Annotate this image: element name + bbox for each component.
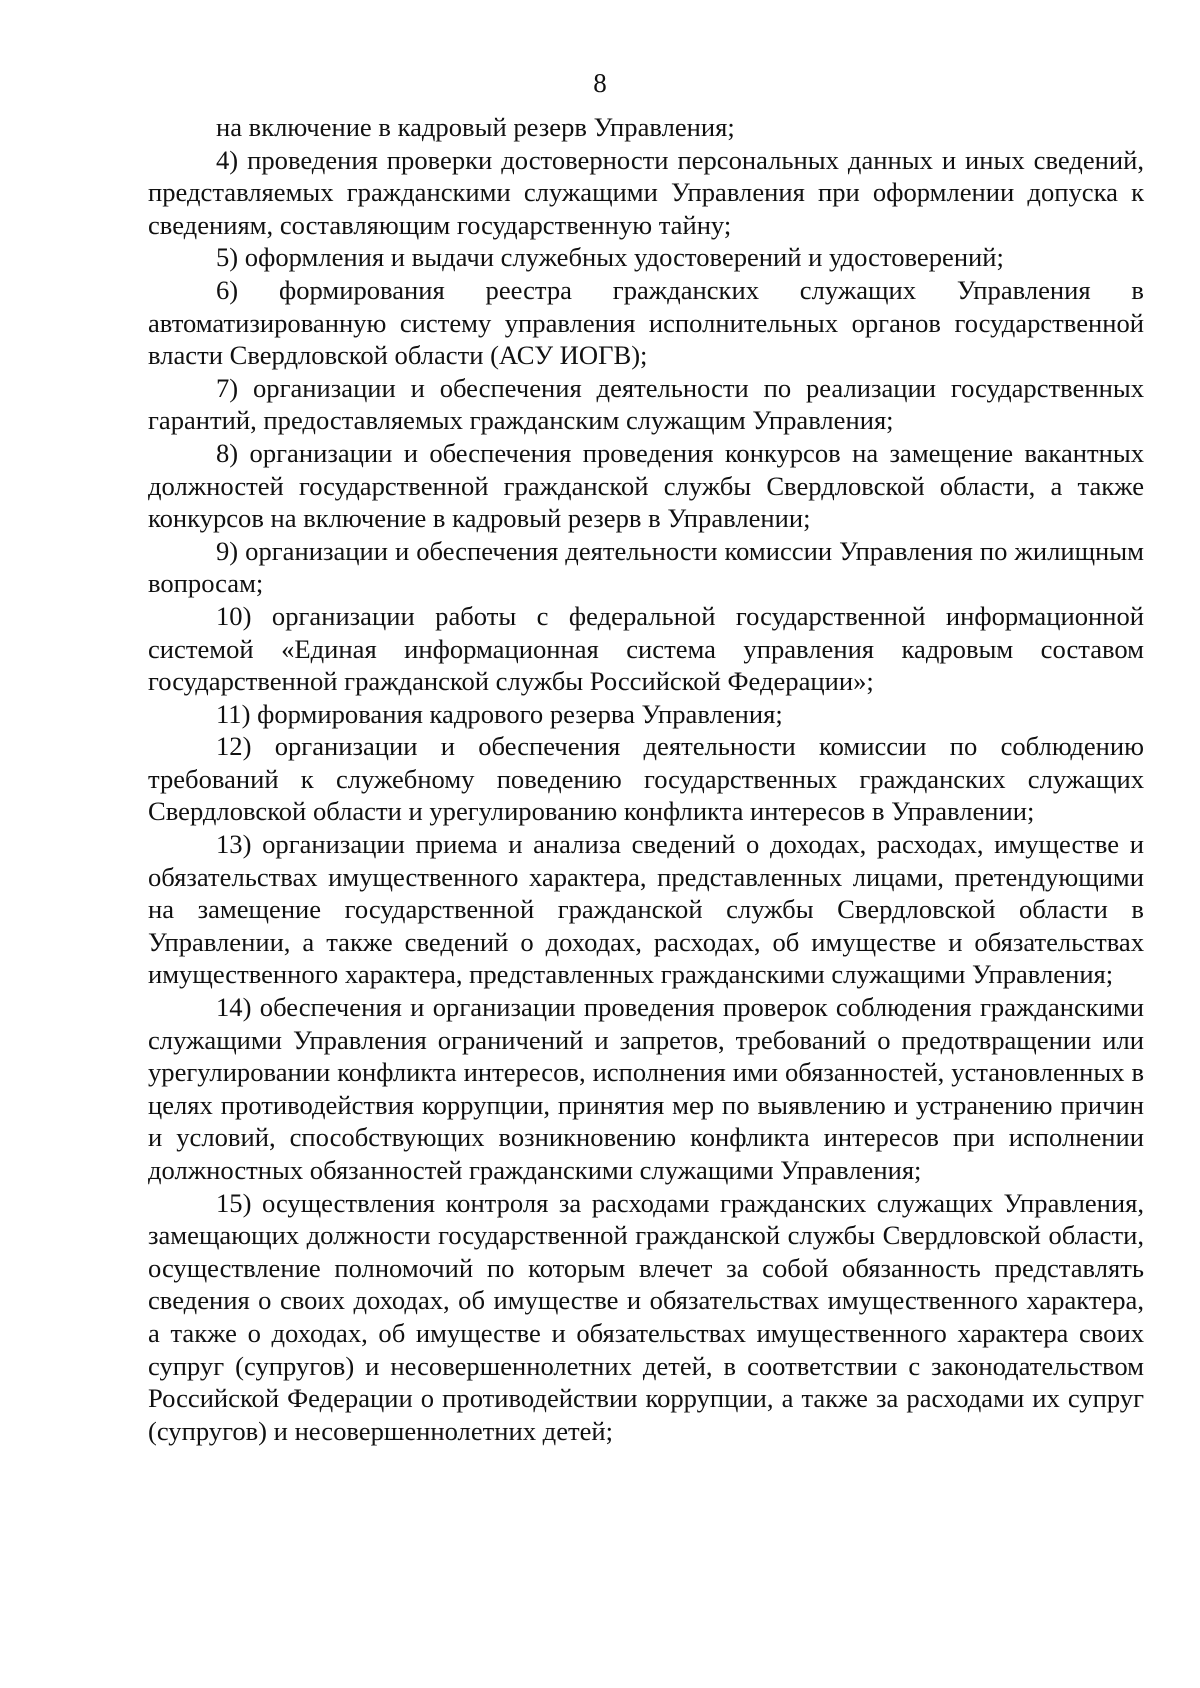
paragraph-continuation: на включение в кадровый резерв Управления; <box>216 112 735 142</box>
list-item-10: 10) организации работы с федеральной государственной информационной системой «Единая информационная система управления кадровым составом государственной гражданской службы Российской Федерации»; <box>148 600 1144 697</box>
list-item-7: 7) организации и обеспечения деятельности по реализации государственных гарантий, предоставляемых гражданским служащим Управления; <box>148 372 1144 436</box>
document-body <box>148 111 1144 1447</box>
list-item-8: 8) организации и обеспечения проведения конкурсов на замещение вакантных должностей государственной гражданской службы Свердловской области, а также конкурсов на включение в кадровый резерв в Управлении; <box>148 437 1144 534</box>
list-item-5: 5) оформления и выдачи служебных удостоверений и удостоверений; <box>216 242 1004 273</box>
list-item-13: 13) организации приема и анализа сведений о доходах, расходах, имуществе и обязательствах имущественного характера, представленных лицами, претендующими на замещение государственной гражданской службы Свердловской области в Управлении, а также сведений о доходах, расходах, об имуществе и обязательствах имущественного характера, представленных гражданскими служащими Управления; <box>148 829 1144 990</box>
list-item-9: 9) организации и обеспечения деятельности комиссии Управления по жилищным вопросам; <box>148 535 1144 599</box>
list-item-14: 14) обеспечения и организации проведения проверок соблюдения гражданскими служащими Управления ограничений и запретов, требований о предотвращении или урегулировании конфликта интересов, исполнения ими обязанностей, установленных в целях противодействия коррупции, принятия мер по выявлению и устранению причин и условий, способствующих возникновению конфликта интересов при исполнении должностных обязанностей гражданскими служащими Управления; <box>148 992 1144 1185</box>
list-item-11: 11) формирования кадрового резерва Управления; <box>216 698 783 729</box>
list-item-6: 6) формирования реестра гражданских служащих Управления в автоматизированную систему управления исполнительных органов государственной власти Свердловской области (АСУ ИОГВ); <box>148 274 1144 371</box>
list-item-4: 4) проведения проверки достоверности персональных данных и иных сведений, представляемых гражданскими служащими Управления при оформлении допуска к сведениям, составляющим государственную тайну; <box>148 144 1144 240</box>
page-number: 8 <box>593 68 607 98</box>
list-item-12: 12) организации и обеспечения деятельности комиссии по соблюдению требований к служебному поведению государственных гражданских служащих Свердловской области и урегулированию конфликта интересов в Управлении; <box>148 731 1144 827</box>
list-item-15: 15) осуществления контроля за расходами гражданских служащих Управления, замещающих должности государственной гражданской службы Свердловской области, осуществление полномочий по которым влечет за собой обязанность представлять сведения о своих доходах, об имуществе и обязательствах имущественного характера, а также о доходах, об имуществе и обязательствах имущественного характера своих супруг (супругов) и несовершеннолетних детей, в соответствии с законодательством Российской Федерации о противодействии коррупции, а также за расходами их супруг (супругов) и несовершеннолетних детей; <box>148 1187 1144 1446</box>
